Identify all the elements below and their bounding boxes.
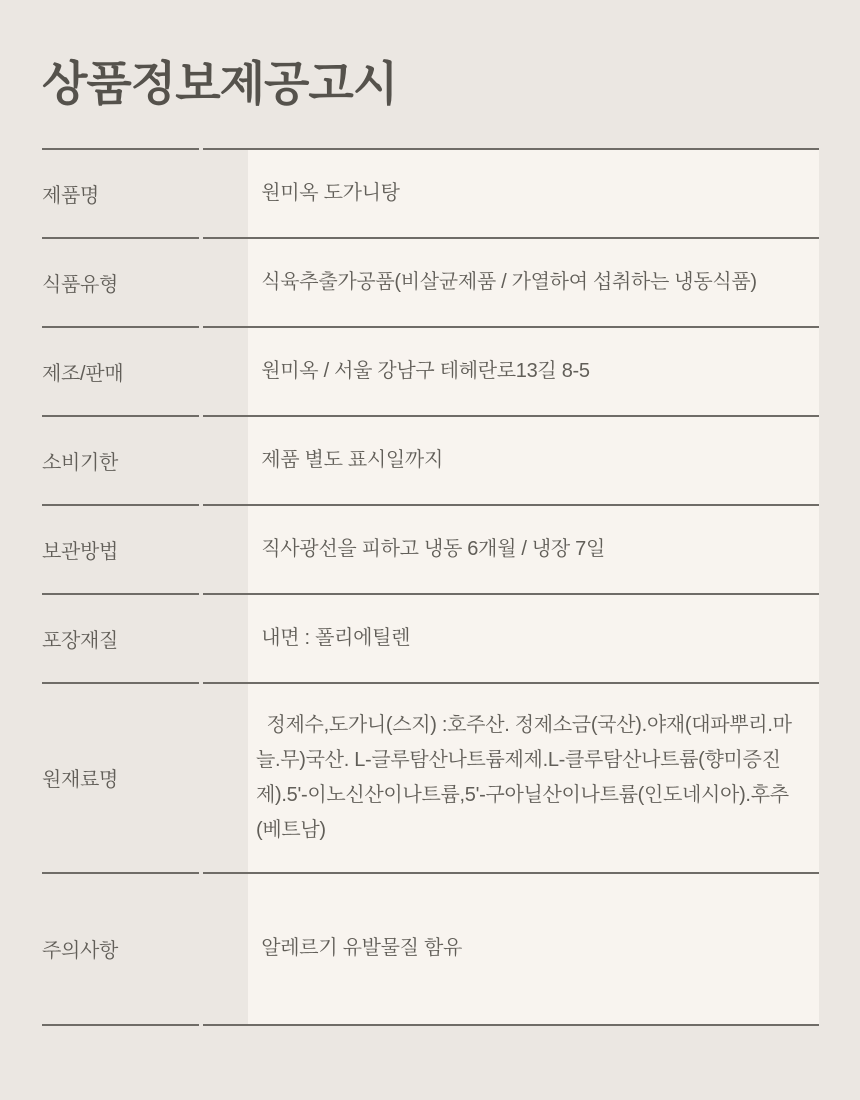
row-value: 직사광선을 피하고 냉동 6개월 / 냉장 7일 xyxy=(248,504,819,593)
row-label: 제품명 xyxy=(42,148,199,237)
table-row xyxy=(42,504,819,593)
table-row xyxy=(42,872,819,1024)
row-mid-strip xyxy=(203,326,248,415)
row-label: 제조/판매 xyxy=(42,326,199,415)
row-mid-strip xyxy=(203,872,248,1024)
row-mid-strip xyxy=(203,504,248,593)
row-mid-strip xyxy=(203,237,248,326)
row-label: 식품유형 xyxy=(42,237,199,326)
row-mid-strip xyxy=(203,682,248,872)
row-value: 원미옥 / 서울 강남구 테헤란로13길 8-5 xyxy=(248,326,819,415)
bottom-rule-value-segment xyxy=(248,1024,819,1026)
row-value: 식육추출가공품(비살균제품 / 가열하여 섭취하는 냉동식품) xyxy=(248,237,819,326)
row-mid-strip xyxy=(203,148,248,237)
row-value: 내면 : 폴리에틸렌 xyxy=(248,593,819,682)
row-label: 포장재질 xyxy=(42,593,199,682)
row-label: 원재료명 xyxy=(42,682,199,872)
row-label: 소비기한 xyxy=(42,415,199,504)
row-mid-strip xyxy=(203,593,248,682)
row-value: 정제수,도가니(스지) :호주산. 정제소금(국산).야재(대파뿌리.마늘.무)국산. L-글루탐산나트륨제제.L-클루탐산나트륨(향미증진제).5'-이노신산이나트륨,5'-구아닐산이나트륨(인도네시아).후추(베트남) xyxy=(248,682,819,872)
page-title: 상품정보제공고시 xyxy=(42,57,398,110)
table-row xyxy=(42,326,819,415)
table-row xyxy=(42,148,819,237)
row-mid-strip xyxy=(203,415,248,504)
bottom-rule-mid-segment xyxy=(203,1024,248,1026)
row-value: 알레르기 유발물질 함유 xyxy=(248,872,819,1024)
table-row xyxy=(42,682,819,872)
bottom-rule-label-segment xyxy=(42,1024,199,1026)
row-label: 보관방법 xyxy=(42,504,199,593)
row-label: 주의사항 xyxy=(42,872,199,1024)
table-row xyxy=(42,593,819,682)
product-info-table xyxy=(42,148,819,1026)
row-value: 제품 별도 표시일까지 xyxy=(248,415,819,504)
table-bottom-rule xyxy=(42,1024,819,1026)
row-value: 원미옥 도가니탕 xyxy=(248,148,819,237)
table-row xyxy=(42,415,819,504)
table-row xyxy=(42,237,819,326)
